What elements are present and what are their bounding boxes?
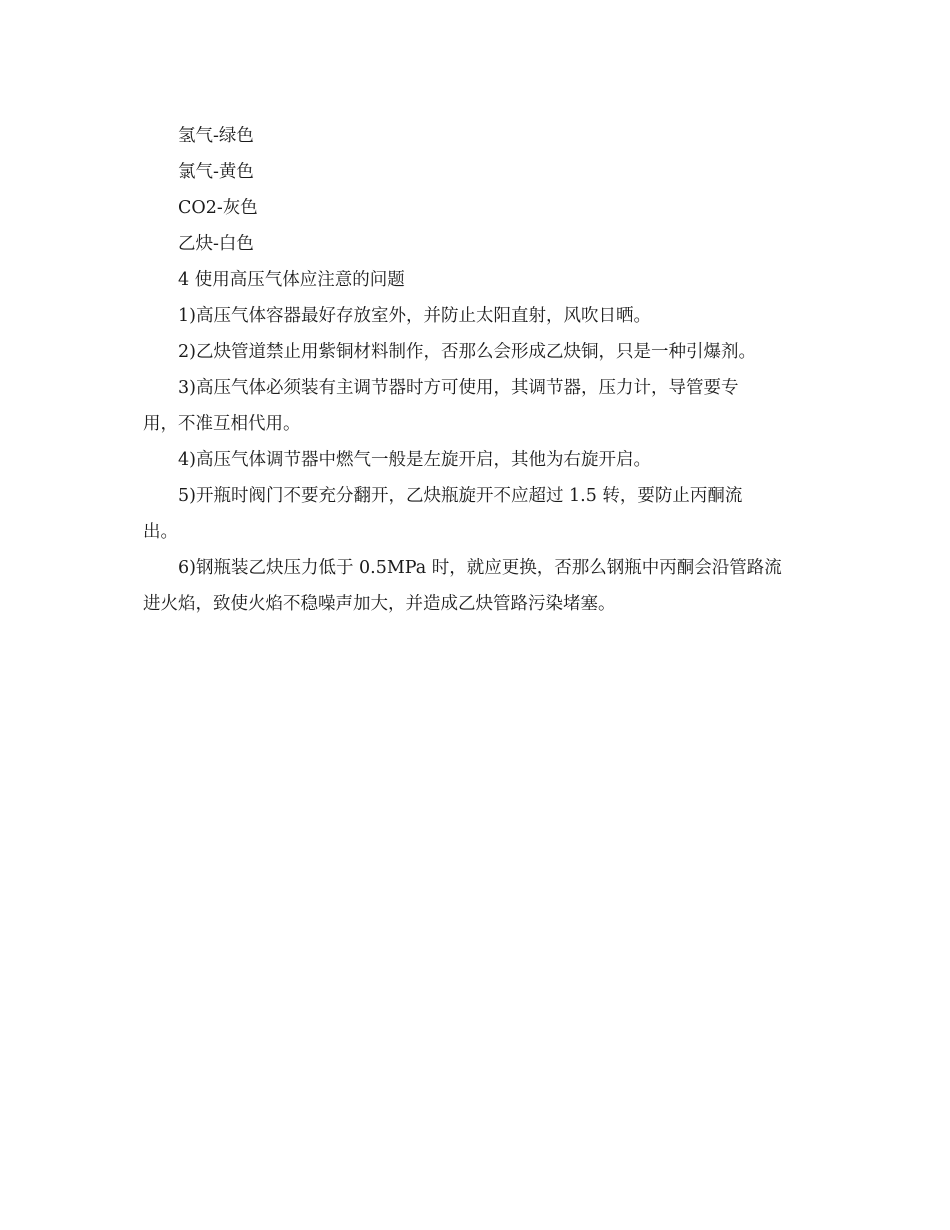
section-heading: 4 使用高压气体应注意的问题 [178,270,405,290]
paragraph-3-line-1: 3)高压气体必须装有主调节器时方可使用，其调节器，压力计，导管要专 [178,378,739,398]
text-line-acetylene: 乙炔-白色 [178,234,254,254]
paragraph-6-line-2: 进火焰，致使火焰不稳噪声加大，并造成乙炔管路污染堵塞。 [143,594,616,614]
paragraph-1: 1)高压气体容器最好存放室外，并防止太阳直射，风吹日晒。 [178,306,651,326]
paragraph-5-line-2: 出。 [143,522,178,542]
paragraph-2: 2)乙炔管道禁止用紫铜材料制作，否那么会形成乙炔铜，只是一种引爆剂。 [178,342,756,362]
paragraph-5-line-1: 5)开瓶时阀门不要充分翻开，乙炔瓶旋开不应超过 1.5 转，要防止丙酮流 [178,486,743,506]
paragraph-4: 4)高压气体调节器中燃气一般是左旋开启，其他为右旋开启。 [178,450,651,470]
document-body [143,118,808,622]
text-line-hydrogen: 氢气-绿色 [178,126,254,146]
text-line-chlorine: 氯气-黄色 [178,162,254,182]
text-line-co2: CO2-灰色 [178,198,258,218]
paragraph-3-line-2: 用，不准互相代用。 [143,414,301,434]
paragraph-6-line-1: 6)钢瓶装乙炔压力低于 0.5MPa 时，就应更换，否那么钢瓶中丙酮会沿管路流 [178,558,782,578]
